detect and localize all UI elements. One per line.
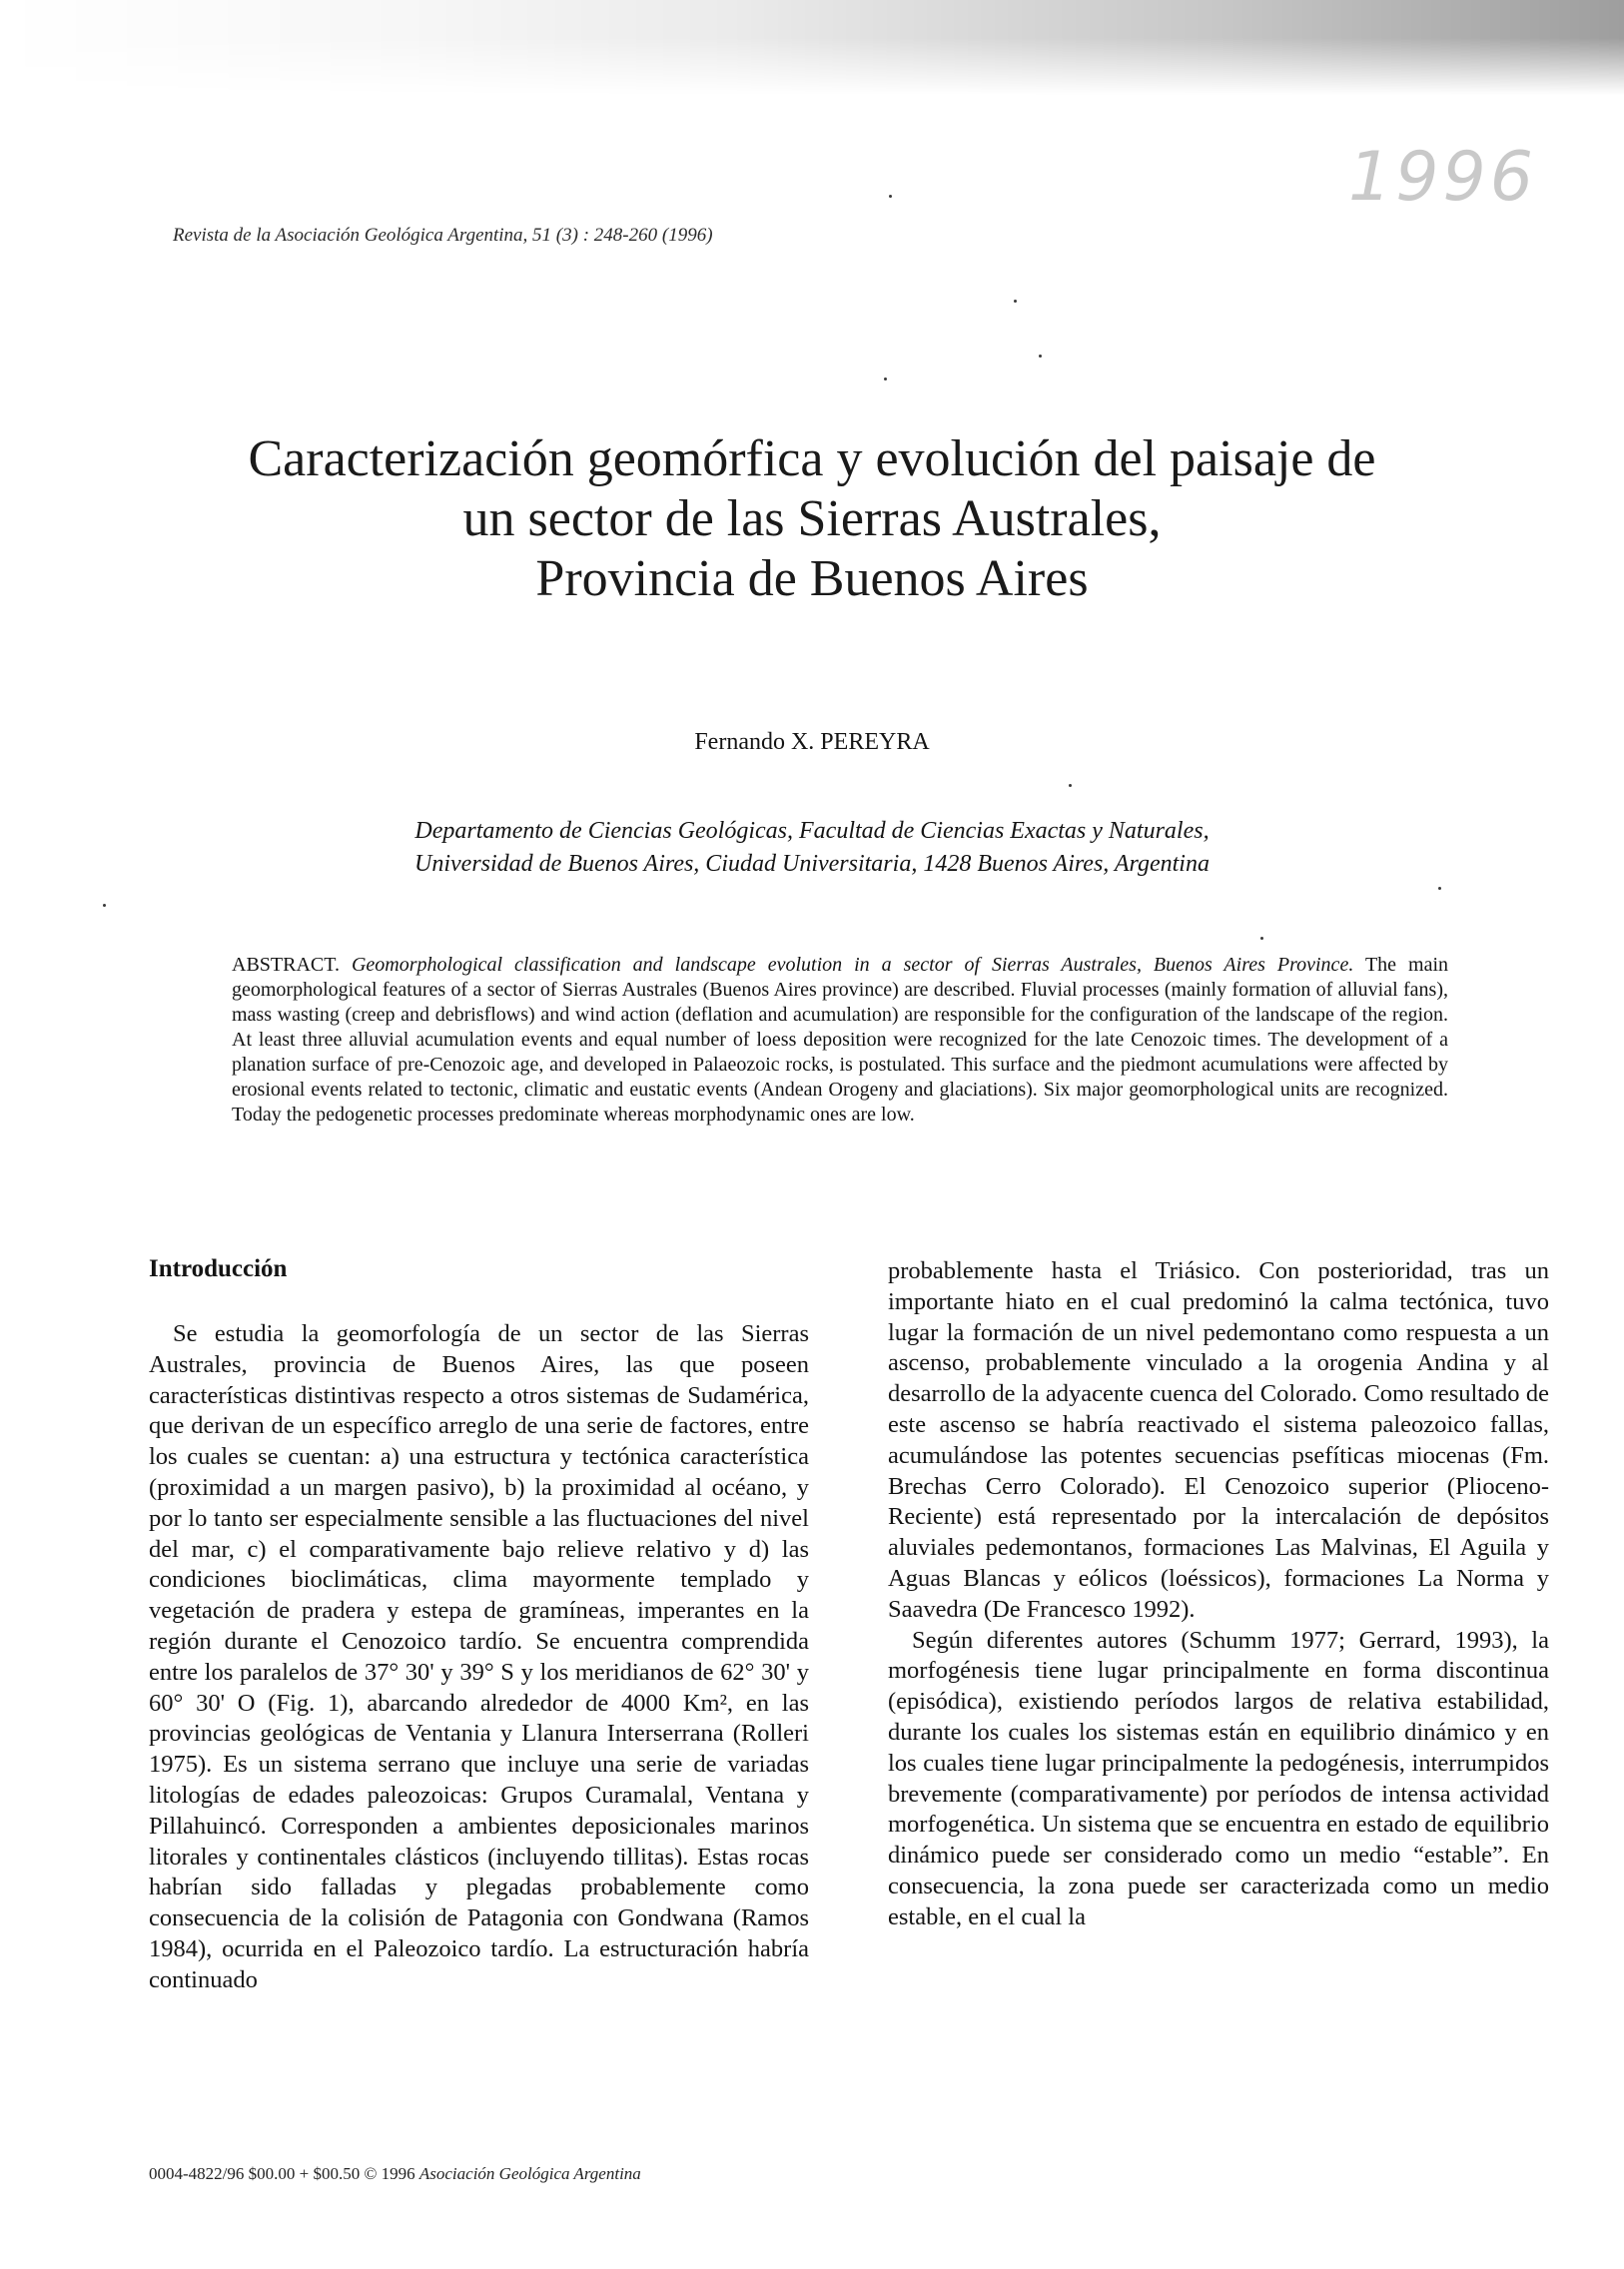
scan-speck	[1438, 887, 1441, 890]
footer	[149, 2164, 641, 2184]
section-heading: Introducción	[149, 1255, 288, 1282]
affiliation-line: Departamento de Ciencias Geológicas, Facultad de Ciencias Exactas y Naturales,	[414, 818, 1210, 844]
paragraph: Según diferentes autores (Schumm 1977; Gerrard, 1993), la morfogénesis tiene lugar principalmente en forma discontinua (episódica), existiendo períodos largos de relativa estabilidad, durante los cuales los sistemas están en equilibrio dinámico y en los cuales tiene lugar principalmente la pedogénesis, interrumpidos brevemente (comparativamente) por períodos de intensa actividad morfogenética. Un sistema que se encuentra en estado de equilibrio dinámico puede ser considerado como un medio “estable”. En consecuencia, la zona puede ser caracterizada como un medio estable, en el cual la	[888, 1626, 1549, 1930]
scan-speck	[103, 904, 106, 907]
left-column	[149, 1319, 809, 1996]
scan-speck	[1260, 937, 1263, 940]
title-line: Caracterización geomórfica y evolución del paisaje de	[248, 430, 1376, 487]
footer-code: 0004-4822/96 $00.00 + $00.50 © 1996	[149, 2164, 415, 2183]
footer-publisher: Asociación Geológica Argentina	[418, 2164, 641, 2183]
scan-speck	[889, 195, 892, 198]
paper-title	[160, 429, 1464, 609]
handwritten-year-mark: 1996	[1348, 138, 1538, 217]
scan-speck	[1039, 355, 1042, 358]
abstract-title: Geomorphological classification and landscape evolution in a sector of Sierras Australes, Buenos Aires Province.	[351, 954, 1354, 976]
abstract-text: The main geomorphological features of a sector of Sierras Australes (Buenos Aires province) are described. Fluvial processes (mainly formation of alluvial fans), mass wasting (creep and debrisflows) and wind action (deflation and acumulation) are responsible for the configuration of the landscape of the region. At least three alluvial acumulation events and equal number of loess deposition were recognized for the late Cenozoic times. The development of a planation surface of pre-Cenozoic age, and developed in Palaeozoic rocks, is postulated. This surface and the piedmont acumulations were affected by erosional events related to tectonic, climatic and eustatic events (Andean Orogeny and glaciations). Six major geomorphological units are recognized. Today the pedogenetic processes predominate whereas morphodynamic ones are low.	[232, 954, 1449, 1126]
paragraph: Se estudia la geomorfología de un sector de las Sierras Australes, provincia de Buenos Aires, las que poseen características distintivas respecto a otros sistemas de Sudamérica, que derivan de un específico arreglo de una serie de factores, entre los cuales se cuentan: a) una estructura y tectónica característica (proximidad a un margen pasivo), b) la proximidad al océano, y por lo tanto ser especialmente sensible a las fluctuaciones del nivel del mar, c) el comparativamente bajo relieve relativo y d) las condiciones bioclimáticas, clima mayormente templado y vegetación de pradera y estepa de gramíneas, imperantes en la región durante el Cenozoico tardío. Se encuentra comprendida entre los paralelos de 37° 30' y 39° S y los meridianos de 62° 30' y 60° 30' O (Fig. 1), abarcando alrededor de 4000 Km², en las provincias geológicas de Ventania y Llanura Interserrana (Rolleri 1975). Es un sistema serrano que incluye una serie de variadas litologías de edades paleozoicas: Grupos Curamalal, Ventana y Pillahuincó. Corresponden a ambientes deposicionales marinos litorales y continentales clásticos (incluyendo tillitas). Estas rocas habrían sido falladas y plegadas probablemente como consecuencia de la colisión de Patagonia con Gondwana (Ramos 1984), ocurrida en el Paleozoico tardío. La estructuración habría continuado	[149, 1320, 809, 1993]
affiliation	[160, 815, 1464, 881]
scan-speck	[1069, 784, 1072, 787]
abstract-label: ABSTRACT.	[232, 954, 340, 976]
paragraph: probablemente hasta el Triásico. Con posterioridad, tras un importante hiato en el cual predominó la calma tectónica, tuvo lugar la formación de un nivel pedemontano como respuesta a un ascenso, probablemente vinculado a la orogenia Andina y al desarrollo de la adyacente cuenca del Colorado. Como resultado de este ascenso se habría reactivado el sistema paleozoico fallas, acumulándose las potentes secuencias psefíticas miocenas (Fm. Brechas Cerro Colorado). El Cenozoico superior (Plioceno-Reciente) está representado por la intercalación de depósitos aluviales pedemontanos, formaciones Las Malvinas, El Aguila y Aguas Blancas y eólicos (loéssicos), formaciones La Norma y Saavedra (De Francesco 1992).	[888, 1257, 1549, 1623]
title-line: un sector de las Sierras Australes,	[462, 490, 1162, 547]
scan-noise-band	[0, 0, 1624, 95]
author-name: Fernando X. PEREYRA	[694, 729, 930, 755]
scan-speck	[1014, 300, 1017, 303]
abstract	[232, 953, 1448, 1128]
running-head: Revista de la Asociación Geológica Argentina, 51 (3) : 248-260 (1996)	[173, 225, 713, 246]
title-line: Provincia de Buenos Aires	[535, 550, 1089, 607]
scan-speck	[884, 378, 887, 380]
affiliation-line: Universidad de Buenos Aires, Ciudad Universitaria, 1428 Buenos Aires, Argentina	[414, 851, 1210, 877]
right-column	[888, 1256, 1549, 1933]
